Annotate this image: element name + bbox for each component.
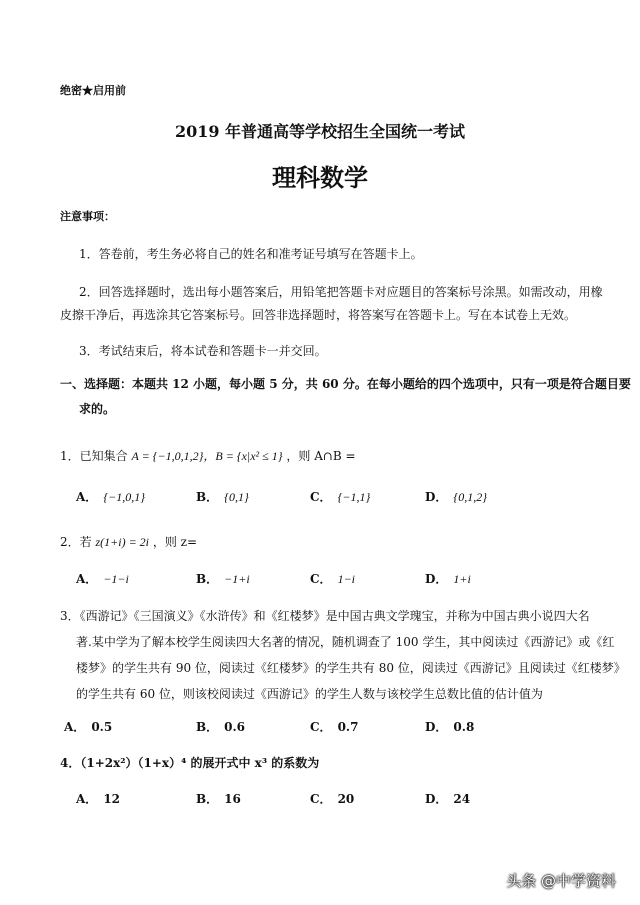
question-2-option-d: D． 1+i <box>425 572 471 586</box>
exam-title: 2019 年普通高等学校招生全国统一考试 <box>174 122 466 141</box>
watermark-text: 头条 @中学资料 <box>506 872 616 890</box>
question-2-prefix: 2．若 <box>60 535 92 549</box>
question-2-option-a: A． −1−i <box>76 572 129 586</box>
notice-item-2-line-2: 皮擦干净后，再选涂其它答案标号。回答非选择题时，将答案写在答题卡上。写在本试卷上无效。 <box>60 308 577 322</box>
question-1-option-b: B． {0,1} <box>196 490 249 504</box>
secret-label: 绝密★启用前 <box>60 84 126 97</box>
question-3-option-d: D． 0.8 <box>425 720 475 734</box>
question-1-option-c: C． {−1,1} <box>310 490 371 504</box>
subject-title: 理科数学 <box>272 163 368 192</box>
question-1-suffix: ，则 A∩B = <box>286 449 356 463</box>
question-4-option-a: A． 12 <box>76 792 121 806</box>
question-4-option-d: D． 24 <box>425 792 471 806</box>
question-3-line-1: 3．《西游记》《三国演义》《水浒传》和《红楼梦》是中国古典文学瑰宝，并称为中国古典小说四大名 <box>60 609 590 623</box>
question-3-option-a: A． 0.5 <box>64 720 113 734</box>
question-3-line-2: 著.某中学为了解本校学生阅读四大名著的情况，随机调查了 100 学生，其中阅读过《西游记》或《红 <box>76 635 615 649</box>
section-heading-line-2: 求的。 <box>79 402 116 416</box>
question-1-stem <box>60 447 356 464</box>
notice-item-3: 3．考试结束后，将本试卷和答题卡一并交回。 <box>79 344 327 358</box>
question-4-option-c: C． 20 <box>310 792 355 806</box>
question-1-option-a: A． {−1,0,1} <box>76 490 146 504</box>
question-2-suffix: ，则 z= <box>152 535 198 549</box>
question-3-line-4: 的学生共有 60 位，则该校阅读过《西游记》的学生人数与该校学生总数比值的估计值为 <box>76 687 543 701</box>
question-4-option-b: B． 16 <box>196 792 241 806</box>
question-1-option-d: D． {0,1,2} <box>425 490 488 504</box>
notice-item-2-line-1: 2．回答选择题时，选出每小题答案后，用铅笔把答题卡对应题目的答案标号涂黑。如需改动，用橡 <box>79 285 603 299</box>
notice-heading: 注意事项： <box>60 210 115 223</box>
question-2-stem <box>60 533 197 550</box>
question-3-option-c: C． 0.7 <box>310 720 359 734</box>
question-1-prefix: 1．已知集合 <box>60 449 128 463</box>
question-2-option-c: C． 1−i <box>310 572 355 586</box>
notice-item-1: 1．答卷前，考生务必将自己的姓名和准考证号填写在答题卡上。 <box>79 247 423 261</box>
section-heading-line-1: 一、选择题：本题共 12 小题，每小题 5 分，共 60 分。在每小题给的四个选项中，只有一项是符合题目要 <box>60 377 631 391</box>
question-2-math: z(1+i) = 2i <box>95 535 149 549</box>
question-2-option-b: B． −1+i <box>196 572 250 586</box>
question-1-math: A = {−1,0,1,2}，B = {x|x² ≤ 1} <box>131 449 283 463</box>
question-3-line-3: 楼梦》的学生共有 90 位，阅读过《红楼梦》的学生共有 80 位，阅读过《西游记》且阅读过《红楼梦》 <box>76 661 626 675</box>
question-4-stem: 4．（1+2x²）（1+x）⁴ 的展开式中 x³ 的系数为 <box>60 756 320 770</box>
question-3-option-b: B． 0.6 <box>196 720 246 734</box>
